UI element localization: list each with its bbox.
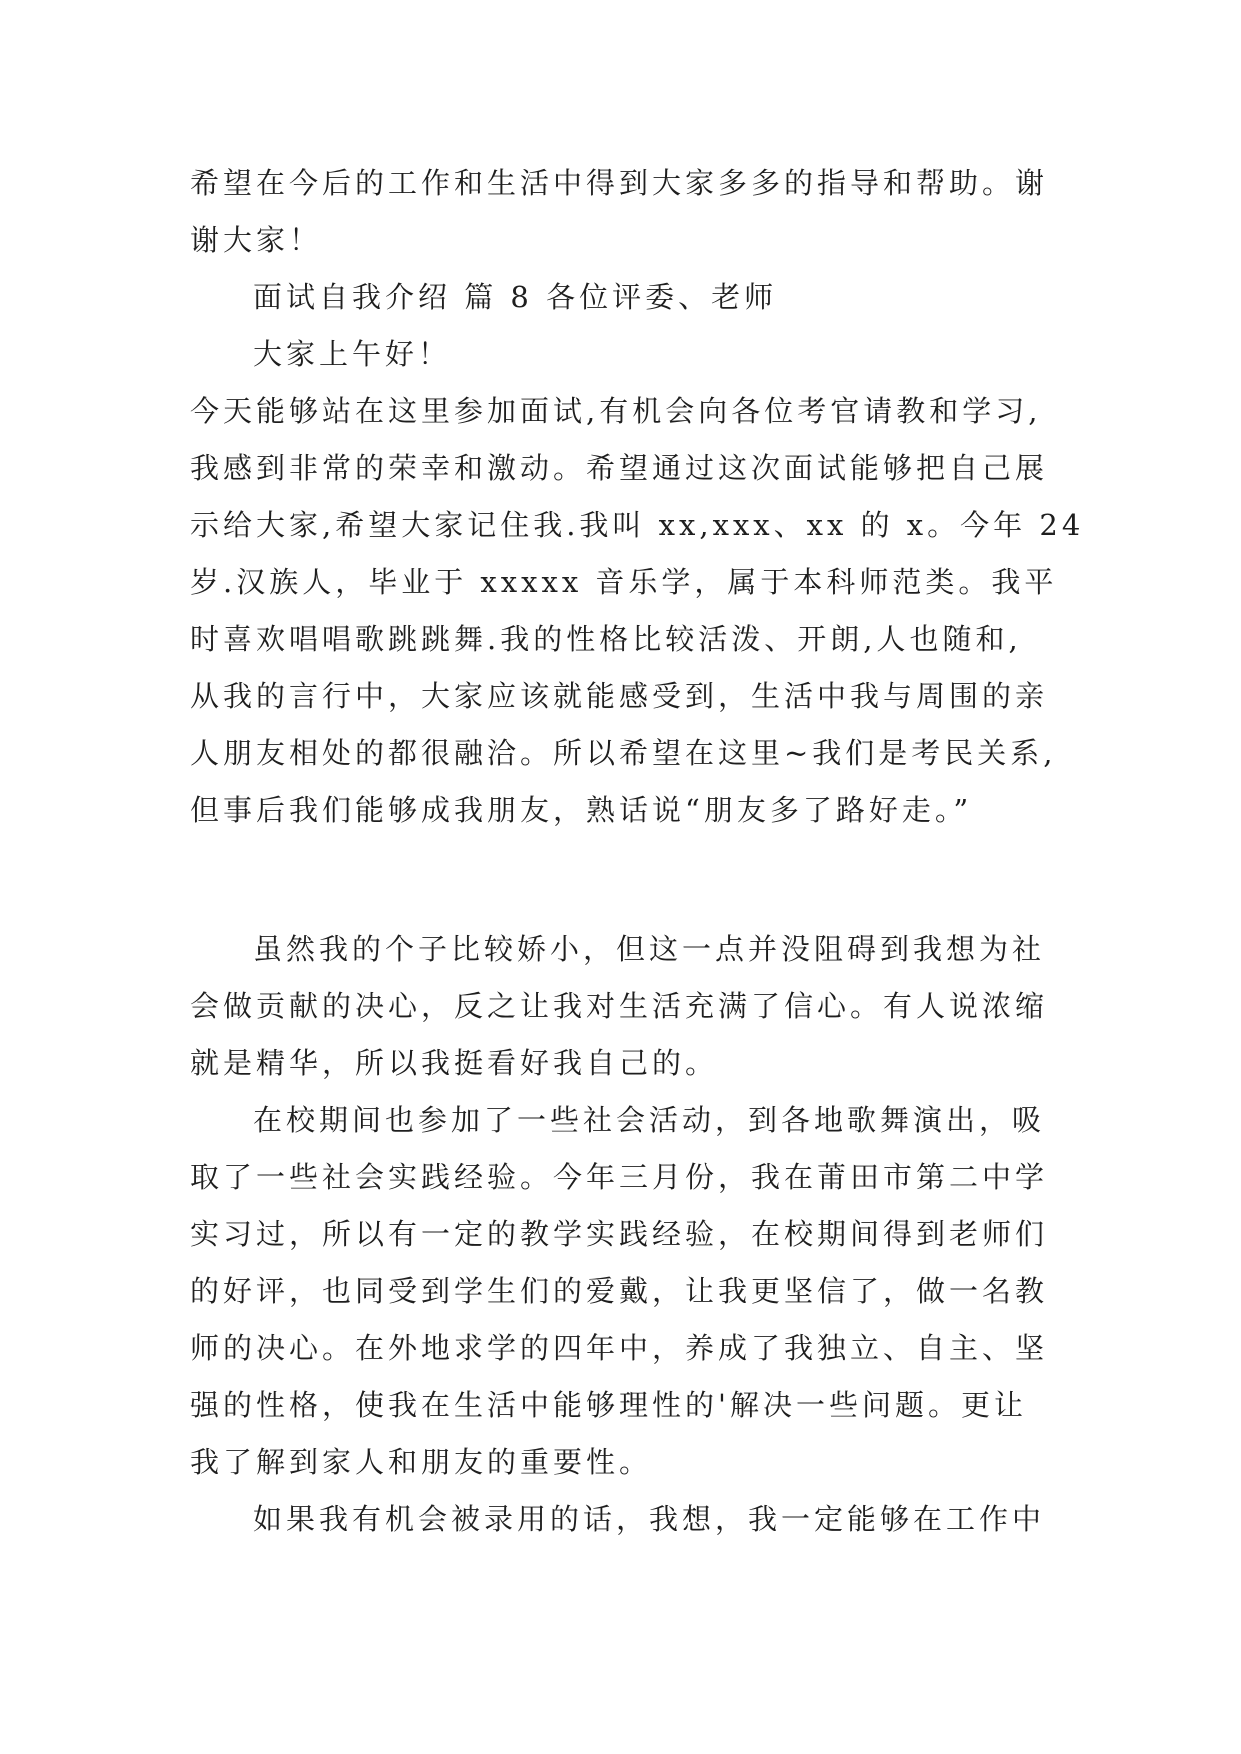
paragraph-gap <box>190 839 1060 921</box>
text-line: 大家上午好！ <box>253 337 452 371</box>
text-line: 面试自我介绍 篇 8 各位评委、老师 <box>253 280 778 314</box>
paragraph <box>190 155 1060 269</box>
paragraph <box>190 1092 1060 1491</box>
paragraph <box>190 1491 1060 1548</box>
text-line: 从我的言行中，大家应该就能感受到，生活中我与周围的亲 <box>190 679 1049 713</box>
text-line: 虽然我的个子比较娇小，但这一点并没阻碍到我想为社 <box>253 932 1046 966</box>
paragraph <box>190 921 1060 1092</box>
text-line: 就是精华，所以我挺看好我自己的。 <box>190 1046 719 1080</box>
greeting <box>190 326 1060 383</box>
document-page <box>190 155 1085 1548</box>
text-line: 我了解到家人和朋友的重要性。 <box>190 1445 653 1479</box>
text-line: 时喜欢唱唱歌跳跳舞.我的性格比较活泼、开朗,人也随和, <box>190 622 1022 656</box>
text-line: 我感到非常的荣幸和激动。希望通过这次面试能够把自己展 <box>190 451 1049 485</box>
text-line: 的好评，也同受到学生们的爱戴，让我更坚信了，做一名教 <box>190 1274 1049 1308</box>
text-line: 实习过，所以有一定的教学实践经验，在校期间得到老师们 <box>190 1217 1049 1251</box>
text-line: 今天能够站在这里参加面试,有机会向各位考官请教和学习, <box>190 394 1042 428</box>
text-line: 如果我有机会被录用的话，我想，我一定能够在工作中 <box>253 1502 1046 1536</box>
text-line: 人朋友相处的都很融洽。所以希望在这里~我们是考民关系, <box>190 736 1057 770</box>
text-line: 会做贡献的决心，反之让我对生活充满了信心。有人说浓缩 <box>190 989 1049 1023</box>
section-heading <box>190 269 1060 326</box>
text-line: 取了一些社会实践经验。今年三月份，我在莆田市第二中学 <box>190 1160 1049 1194</box>
text-line: 示给大家,希望大家记住我.我叫 xx,xxx、xx 的 x。今年 24 <box>190 508 1085 542</box>
text-line: 希望在今后的工作和生活中得到大家多多的指导和帮助。谢 <box>190 166 1049 200</box>
text-line: 岁.汉族人，毕业于 xxxxx 音乐学，属于本科师范类。我平 <box>190 565 1058 599</box>
text-line: 但事后我们能够成我朋友，熟话说“朋友多了路好走。” <box>190 793 973 827</box>
text-line: 谢大家！ <box>190 223 323 257</box>
paragraph <box>190 383 1085 839</box>
text-line: 师的决心。在外地求学的四年中，养成了我独立、自主、坚 <box>190 1331 1049 1365</box>
text-line: 强的性格，使我在生活中能够理性的'解决一些问题。更让 <box>190 1388 1027 1422</box>
text-line: 在校期间也参加了一些社会活动，到各地歌舞演出，吸 <box>253 1103 1046 1137</box>
